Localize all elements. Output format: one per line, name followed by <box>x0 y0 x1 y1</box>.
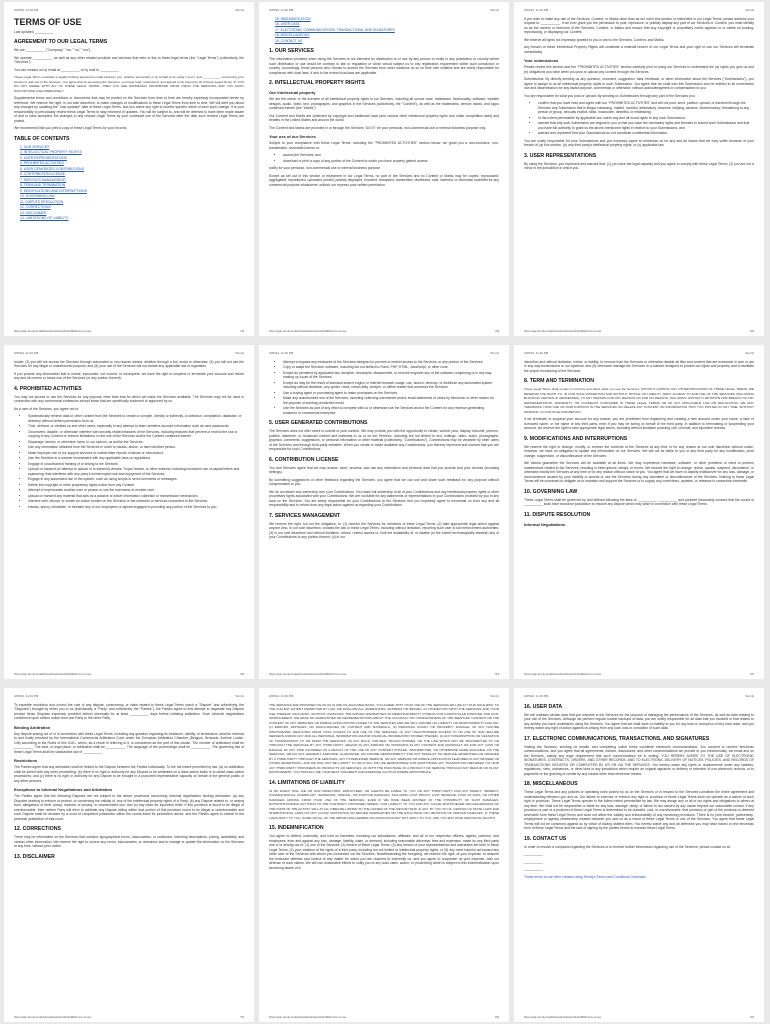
paragraph: We are __________ ("Company," "we," "us," "our"). <box>14 48 92 52</box>
section-heading: 17. ELECTRONIC COMMUNICATIONS, TRANSACTIONS, AND SIGNATURES <box>524 735 710 742</box>
toc-link[interactable]: 15. INDEMNIFICATION <box>275 16 311 21</box>
toc-link[interactable]: 2. INTELLECTUAL PROPERTY RIGHTS <box>20 150 82 154</box>
page-2 <box>259 2 509 336</box>
section-heading: 5. USER GENERATED CONTRIBUTIONS <box>269 420 368 426</box>
paragraph: If you provide any information that is untrue, inaccurate, not current, or incomplete, we have the right to suspend or terminate your account and refuse any and all current or future use of the Services (or any portion thereof). <box>14 371 244 380</box>
list-item: • Harass, annoy, intimidate, or threaten any of our employees or agents engaged in providing any portion of the Services to you. <box>28 505 244 510</box>
toc-link[interactable]: 14. LIMITATIONS OF LIABILITY <box>20 216 69 220</box>
print-title: Termly <box>490 8 499 12</box>
page-header <box>14 8 244 13</box>
page-footer <box>14 329 244 334</box>
section-heading: 16. USER DATA <box>524 703 563 710</box>
paragraph: We are the owner or the licensee of all intellectual property rights in our Services, including all source code, databases, functionality, software, website designs, audio, video, text, photographs, and graphics in the Services (collectively, the "Content"), as well as the trademarks, service marks, and logos contained therein (the "Marks"). <box>269 97 499 110</box>
paragraph: We reserve all rights not expressly granted to you in and to the Services, Content, and Marks. <box>524 37 665 42</box>
list-item: • Trick, defraud, or mislead us and other users, especially in any attempt to learn sensitive account information such as user passwords. <box>28 424 244 429</box>
print-datetime: 3/25/24, 11:43 PM <box>269 8 294 12</box>
section-heading: 11. DISPUTE RESOLUTION <box>524 511 591 518</box>
page-number: 2/9 <box>495 328 499 333</box>
list-item: • Upload or transmit any material that acts as a passive or active information collection or transmission mechanism. <box>28 494 244 499</box>
last-updated: Last updated __________ <box>14 29 54 34</box>
print-url: https://app.termly.io/dashboard/website/c0d1af99/terms-of-use <box>269 671 347 676</box>
list-item: • Copy or adapt the Services' software, including but not limited to Flash, PHP, HTML, JavaScript, or other code. <box>283 365 499 370</box>
paragraph: IN NO EVENT WILL WE OR OUR DIRECTORS, EMPLOYEES, OR AGENTS BE LIABLE TO YOU OR ANY THIRD PARTY FOR ANY DIRECT, INDIRECT, CONSEQUENTIAL, EXEMPLARY, INCIDENTAL, SPECIAL, OR PUNITIVE DAMAGES, INCLUDING LOST PROFIT, LOST REVENUE, LOSS OF DATA, OR OTHER DAMAGES ARISING FROM YOUR USE OF THE SERVICES, EVEN IF WE HAVE BEEN ADVISED OF THE POSSIBILITY OF SUCH DAMAGES. NOTWITHSTANDING ANYTHING TO THE CONTRARY CONTAINED HEREIN, OUR LIABILITY TO YOU FOR ANY CAUSE WHATSOEVER AND REGARDLESS OF THE FORM OF THE ACTION, WILL AT ALL TIMES BE LIMITED TO THE LESSER OF THE AMOUNT PAID, IF ANY, BY YOU TO US. CERTAIN US STATE LAWS AND INTERNATIONAL LAWS DO NOT ALLOW LIMITATIONS ON IMPLIED WARRANTIES OR THE EXCLUSION OR LIMITATION OF CERTAIN DAMAGES. IF THESE LAWS APPLY TO YOU, SOME OR ALL OF THE ABOVE DISCLAIMERS OR LIMITATIONS MAY NOT APPLY TO YOU, AND YOU MAY HAVE ADDITIONAL RIGHTS. <box>269 788 499 820</box>
paragraph: The Services does not offer users to submit or post content. We may provide you with the opportunity to create, submit, post, display, transmit, perform, publish, distribute, or broadcast content and materials to us or on the Services, including but not limited to text, writings, video, audio, photographs, graphics, comments, suggestions, or personal information or other material (collectively, "Contributions"). Contributions may be viewable by other users of the Services and through third-party websites. When you create or make available any Contributions, you thereby represent and warrant that you are responsible for such Contributions. <box>269 429 499 451</box>
section-heading: AGREEMENT TO OUR LEGAL TERMS <box>14 39 108 45</box>
paragraph: THE SERVICES ARE PROVIDED ON AN AS-IS AND AS-AVAILABLE BASIS. YOU AGREE THAT YOUR USE OF THE SERVICES WILL BE AT YOUR SOLE RISK. TO THE FULLEST EXTENT PERMITTED BY LAW, WE DISCLAIM ALL WARRANTIES, EXPRESS OR IMPLIED, IN CONNECTION WITH THE SERVICES AND YOUR USE THEREOF, INCLUDING, WITHOUT LIMITATION, THE IMPLIED WARRANTIES OF MERCHANTABILITY, FITNESS FOR A PARTICULAR PURPOSE, AND NON-INFRINGEMENT. WE MAKE NO WARRANTIES OR REPRESENTATIONS ABOUT THE ACCURACY OR COMPLETENESS OF THE SERVICES' CONTENT OR THE CONTENT OF ANY WEBSITES OR MOBILE APPLICATIONS LINKED TO THE SERVICES AND WE WILL ASSUME NO LIABILITY OR RESPONSIBILITY FOR ANY (1) ERRORS, MISTAKES, OR INACCURACIES OF CONTENT AND MATERIALS, (2) PERSONAL INJURY OR PROPERTY DAMAGE, OF ANY NATURE WHATSOEVER, RESULTING FROM YOUR ACCESS TO AND USE OF THE SERVICES, (3) ANY UNAUTHORIZED ACCESS TO OR USE OF OUR SECURE SERVERS AND/OR ANY AND ALL PERSONAL INFORMATION AND/OR FINANCIAL INFORMATION STORED THEREIN, (4) ANY INTERRUPTION OR CESSATION OF TRANSMISSION TO OR FROM THE SERVICES, (5) ANY BUGS, VIRUSES, TROJAN HORSES, OR THE LIKE WHICH MAY BE TRANSMITTED TO OR THROUGH THE SERVICES BY ANY THIRD PARTY, AND/OR (6) ANY ERRORS OR OMISSIONS IN ANY CONTENT AND MATERIALS OR FOR ANY LOSS OR DAMAGE OF ANY KIND INCURRED AS A RESULT OF THE USE OF ANY CONTENT POSTED, TRANSMITTED, OR OTHERWISE MADE AVAILABLE VIA THE SERVICES. WE DO NOT WARRANT, ENDORSE, GUARANTEE, OR ASSUME RESPONSIBILITY FOR ANY PRODUCT OR SERVICE ADVERTISED OR OFFERED BY A THIRD PARTY THROUGH THE SERVICES, ANY HYPERLINKED WEBSITE, OR ANY WEBSITE OR MOBILE APPLICATION FEATURED IN ANY BANNER OR OTHER ADVERTISING, AND WE WILL NOT BE A PARTY TO OR IN ANY WAY BE RESPONSIBLE FOR MONITORING ANY TRANSACTION BETWEEN YOU AND ANY THIRD-PARTY PROVIDERS OF PRODUCTS OR SERVICES. AS WITH THE PURCHASE OF A PRODUCT OR SERVICE THROUGH ANY MEDIUM OR IN ANY ENVIRONMENT, YOU SHOULD USE YOUR BEST JUDGMENT AND EXERCISE CAUTION WHERE APPROPRIATE. <box>269 702 499 774</box>
section-heading: 18. MISCELLANEOUS <box>524 781 578 787</box>
toc-link[interactable]: 7. SERVICES MANAGEMENT <box>20 177 67 182</box>
paragraph: We reserve the right to change, modify, or remove the contents of the Services at any time or for any reason at our sole discretion without notice. However, we have no obligation to update any information on our Services. We will not be liable to you or any third party for any modification, price change, suspension, or discontinuance of the Services. <box>524 444 754 458</box>
list-item: • Except as permitted by applicable law, decipher, decompile, disassemble, or reverse engineer any of the software comprising or in any way making up a part of the Services. <box>283 371 499 380</box>
paragraph: We cannot guarantee the Services will be available at all times. We may experience hardware, software, or other problems or need to perform maintenance related to the Services, resulting in interruptions, delays, or errors. We reserve the right to change, revise, update, suspend, discontinue, or otherwise modify the Services at any time or for any reason without notice to you. You agree that we have no liability whatsoever for any loss, damage, or inconvenience caused by your inability to access or use the Services during any downtime or discontinuance of the Services. Nothing in these Legal Terms will be construed to obligate us to maintain and support the Services or to supply any corrections, updates, or releases in connection therewith. <box>524 461 754 483</box>
paragraph: These Legal Terms shall remain in full force and effect while you use the Services. WITHOUT LIMITING ANY OTHER PROVISION OF THESE LEGAL TERMS, WE RESERVE THE RIGHT TO, IN OUR SOLE DISCRETION AND WITHOUT NOTICE OR LIABILITY, DENY ACCESS TO AND USE OF THE SERVICES (INCLUDING BLOCKING CERTAIN IP ADDRESSES), TO ANY PERSON FOR ANY REASON OR FOR NO REASON, INCLUDING WITHOUT LIMITATION FOR BREACH OF ANY REPRESENTATION, WARRANTY, OR COVENANT CONTAINED IN THESE LEGAL TERMS OR OF ANY APPLICABLE LAW OR REGULATION. WE MAY TERMINATE YOUR USE OR PARTICIPATION IN THE SERVICES OR DELETE ANY CONTENT OR INFORMATION THAT YOU POSTED AT ANY TIME, WITHOUT WARNING, IN OUR SOLE DISCRETION. <box>524 387 754 414</box>
page-header <box>14 351 244 356</box>
list-item: • Except as may be the result of standard search engine or Internet browser usage, use, launch, develop, or distribute any automated system, including without limitation, any spider, robot, cheat utility, scraper, or offline reader that accesses the Services. <box>283 381 499 390</box>
section-heading: 2. INTELLECTUAL PROPERTY RIGHTS <box>269 80 365 86</box>
list-item: • Interfere with, disrupt, or create an undue burden on the Services or the networks or services connected to the Services. <box>28 499 244 504</box>
paragraph: solely for your personal, non-commercial use or internal business purpose. <box>269 166 381 170</box>
page-number: 7/9 <box>240 1014 244 1019</box>
page-8 <box>259 688 509 1022</box>
list-item: • Systematically retrieve data or other content from the Services to create or compile, directly or indirectly, a collection, compilation, database, or directory without written permission from us. <box>28 414 244 423</box>
page-header <box>524 8 754 13</box>
toc-link[interactable]: 16. USER DATA <box>275 22 300 26</box>
toc-link[interactable]: 13. DISCLAIMER <box>20 210 47 215</box>
toc-link[interactable]: 1. OUR SERVICES <box>20 144 50 149</box>
page-header <box>269 351 499 356</box>
section-heading: 12. CORRECTIONS <box>14 826 61 832</box>
subsection-heading: Our intellectual property <box>269 90 316 95</box>
paragraph: You may not access or use the Services for any purpose other than that for which we make the Services available. The Services may not be used in connection with any commercial endeavors except those that are specifically endorsed or approved by us. <box>14 394 244 403</box>
page-9 <box>514 688 764 1022</box>
paragraph: These Legal Terms and any policies or operating rules posted by us on the Services or in respect to the Services constitute the entire agreement and understanding between you and us. Our failure to exercise or enforce any right or provision of these Legal Terms shall not operate as a waiver of such right or provision. These Legal Terms operate to the fullest extent permissible by law. We may assign any or all of our rights and obligations to others at any time. We shall not be responsible or liable for any loss, damage, delay, or failure to act caused by any cause beyond our reasonable control. If any provision or part of a provision of these Legal Terms is determined to be unlawful, void, or unenforceable, that provision or part of the provision is deemed severable from these Legal Terms and does not affect the validity and enforceability of any remaining provisions. There is no joint venture, partnership, employment or agency relationship created between you and us as a result of these Legal Terms or use of the Services. You agree that these Legal Terms will not be construed against us by virtue of having drafted them. You hereby waive any and all defenses you may have based on the electronic form of these Legal Terms and the lack of signing by the parties hereto to execute these Legal Terms. <box>524 790 754 830</box>
section-heading: 7. SERVICES MANAGEMENT <box>269 512 341 519</box>
print-datetime: 3/25/24, 11:43 PM <box>14 351 39 355</box>
print-datetime: 3/25/24, 11:43 PM <box>524 351 549 355</box>
list-item: • Use the Services in a manner inconsistent with any applicable laws or regulations. <box>28 456 244 461</box>
paragraph: Supplemental terms and conditions or documents that may be posted on the Services from time to time are hereby expressly incorporated herein by reference. We reserve the right, in our sole discretion, to make changes or modifications to these Legal Terms from time to time. We will alert you about any changes by updating the "Last updated" date of these Legal Terms, and you waive any right to receive specific notice of each such change. It is your responsibility to periodically review these Legal Terms to stay informed of updates. You will be subject to, and will be deemed to have been made aware of and to have accepted, the changes in any revised Legal Terms by your continued use of the Services after the date such revised Legal Terms are posted. <box>14 96 244 123</box>
print-title: Termly <box>745 351 754 355</box>
page-3 <box>514 2 764 336</box>
page-number: 5/9 <box>495 671 499 676</box>
paragraph: We reserve the right, but not the obligation, to: (1) monitor the Services for violations of these Legal Terms; (2) take appropriate legal action against anyone who, in our sole discretion, violates the law or these Legal Terms, including without limitation, reporting such user to law enforcement authorities; (3) in our sole discretion and without limitation, refuse, restrict access to, limit the availability of, or disable (to the extent technologically feasible) any of your Contributions or any portion thereof; (4) in our <box>269 521 499 539</box>
paragraph: Our Content and Marks are protected by copyright and trademark laws (and various other intellectual property rights and unfair competition laws) and treaties in the United States and around the world. <box>269 113 499 122</box>
page-footer <box>14 672 244 677</box>
page-4 <box>4 345 254 679</box>
print-url: https://app.termly.io/dashboard/website/c0d1af99/terms-of-use <box>524 671 602 676</box>
paragraph: You are solely responsible for your Submissions and you expressly agree to reimburse us for any and all losses that we may suffer because of your breach of (a) this section, (b) any third party's intellectual property rights, or (c) applicable law. <box>524 138 754 147</box>
toc-link[interactable]: 6. CONTRIBUTION LICENSE <box>20 172 66 176</box>
print-datetime: 3/25/24, 11:43 PM <box>269 351 294 355</box>
list-item: • download or print a copy of any portion of the Content to which you have properly gained access. <box>283 159 499 164</box>
paragraph: If you wish to make any use of the Services, Content, or Marks other than as set out in this section or elsewhere in our Legal Terms, please address your request to: __________. If we ever grant you the permission to post, reproduce, or publicly display any part of our Services or Content, you must identify us as the owners or licensors of the Services, Content, or Marks and ensure that any copyright or proprietary notice appears or is visible on posting, reproducing, or displaying our Content. <box>524 16 754 34</box>
section-heading: 6. CONTRIBUTION LICENSE <box>269 456 339 463</box>
section-heading: TABLE OF CONTENTS <box>14 135 70 142</box>
paragraph: We operate __________, as well as any other related products and services that refer or link to these legal terms (the "Legal Terms") (collectively, the "Services"). <box>14 55 244 64</box>
toc-link[interactable]: 4. PROHIBITED ACTIVITIES <box>20 161 64 165</box>
page-footer <box>524 329 754 334</box>
print-datetime: 3/25/24, 11:43 PM <box>524 694 549 698</box>
paragraph: Except as set out in this section or elsewhere in our Legal Terms, no part of the Services and no Content or Marks may be copied, reproduced, aggregated, republished, uploaded, posted, publicly displayed, encoded, translated, transmitted, distributed, sold, licensed, or otherwise exploited for any commercial purpose whatsoever, without our express prior written permission. <box>269 173 499 187</box>
subsection-heading: Binding Arbitration <box>14 724 51 730</box>
paragraph: By using the Services, you represent and warrant that: (1) you have the legal capacity and you agree to comply with these Legal Terms; (2) you are not a minor in the jurisdiction in which you <box>524 161 754 170</box>
page-footer <box>524 1015 754 1020</box>
paragraph: You can contact us by email at __________ or by mail to __________. <box>14 67 120 72</box>
list-item: • warrant and represent that your Submissions do not constitute confidential information. <box>538 131 754 136</box>
print-url: https://app.termly.io/dashboard/website/c0d1af99/terms-of-use <box>269 1014 347 1019</box>
toc-link[interactable]: 10. GOVERNING LAW <box>20 194 55 198</box>
page-footer <box>269 329 499 334</box>
print-title: Termly <box>490 694 499 698</box>
contact-line: __________ <box>524 859 543 864</box>
list-item: • warrant that any such Submission are original to you or that you have the necessary rights and licenses to submit such Submissions and that you have full authority to grant us the above-mentioned rights in relation to your Submissions; and <box>538 121 754 130</box>
list-item: • Make any unauthorized use of the Services, including collecting usernames and/or email addresses of users by electronic or other means for the purpose of sending unsolicited email. <box>283 396 499 405</box>
print-url: https://app.termly.io/dashboard/website/c0d1af99/terms-of-use <box>524 1014 602 1019</box>
page-footer <box>269 1015 499 1020</box>
page-6 <box>514 345 764 679</box>
print-url: https://app.termly.io/dashboard/website/c0d1af99/terms-of-use <box>524 328 602 333</box>
paragraph: These Legal Terms constitute a legally binding agreement made between you, whether personally or on behalf of an entity ("you"), and __________, concerning your access to and use of the Services. You agree that by accessing the Services, you have read, understood, and agreed to be bound by all of these Legal Terms. IF YOU DO NOT AGREE WITH ALL OF THESE LEGAL TERMS, THEN YOU ARE EXPRESSLY PROHIBITED FROM USING THE SERVICES AND YOU MUST DISCONTINUE USE IMMEDIATELY. <box>14 75 244 93</box>
paragraph: You agree to defend, indemnify, and hold us harmless, including our subsidiaries, affiliates, and all of our respective officers, agents, partners, and employees, from and against any loss, damage, liability, claim, or demand, including reasonable attorneys' fees and expenses, made by any third party due to or arising out of: (1) use of the Services; (2) breach of these Legal Terms; (3) any breach of your representations and warranties set forth in these Legal Terms; (4) your violation of the rights of a third party, including but not limited to intellectual property rights; or (5) any overt harmful act toward any other user of the Services with whom you connected via the Services. Notwithstanding the foregoing, we reserve the right, at your expense, to assume the exclusive defense and control of any matter for which you are required to indemnify us, and you agree to cooperate, at your expense, with our defense of such claims. We will use reasonable efforts to notify you of any such claim, action, or proceeding which is subject to this indemnification upon becoming aware of it. <box>269 834 499 870</box>
table-of-contents <box>14 145 244 221</box>
print-title: Termly <box>235 8 244 12</box>
section-heading: 15. INDEMNIFICATION <box>269 825 324 831</box>
paragraph: The information provided when using the Services is not intended for distribution to or use by any person or entity in any jurisdiction or country where such distribution or use would be contrary to law or regulation or which would subject us to any registration requirement within such jurisdiction or country. Accordingly, those persons who choose to access the Services from other locations do so on their own initiative and are solely responsible for compliance with local laws, if and to the extent local laws are applicable. <box>269 57 499 75</box>
document-title: TERMS OF USE <box>14 16 82 27</box>
list-item: • Attempt to impersonate another user or person or use the username of another user. <box>28 488 244 493</box>
paragraph: You are responsible for what you post or upload: By sending us Submissions through any part of the Services you: <box>524 93 696 98</box>
page-7 <box>4 688 254 1022</box>
print-url: https://app.termly.io/dashboard/website/c0d1af99/terms-of-use <box>14 328 92 333</box>
print-title: Termly <box>745 8 754 12</box>
bullet-list <box>269 360 499 416</box>
paragraph: We recommend that you print a copy of these Legal Terms for your records. <box>14 126 128 130</box>
page-5 <box>259 345 509 679</box>
table-of-contents <box>269 17 499 44</box>
print-datetime: 3/25/24, 11:43 PM <box>524 8 549 12</box>
toc-link[interactable]: 8. TERM AND TERMINATION <box>20 183 66 187</box>
print-title: Termly <box>490 351 499 355</box>
list-item: • Attempt to bypass any measures of the Services designed to prevent or restrict access to the Services, or any portion of the Services. <box>283 360 499 365</box>
paragraph: Submissions: By directly sending us any question, comment, suggestion, idea, feedback, or other information about the Services ("Submissions"), you agree to assign to us all intellectual property rights in such Submission. You agree that we shall own this Submission and be entitled to its unrestricted use and dissemination for any lawful purpose, commercial or otherwise, without acknowledgment or compensation to you. <box>524 77 754 90</box>
page-number: 4/9 <box>240 671 244 676</box>
section-heading: 14. LIMITATIONS OF LIABILITY <box>269 779 345 786</box>
page-number: 6/9 <box>750 671 754 676</box>
toc-link[interactable]: 18. MISCELLANEOUS <box>275 33 310 37</box>
subsection-heading: Restrictions <box>14 758 38 763</box>
paragraph: The Content and Marks are provided in or through the Services "AS IS" for your personal, non-commercial use or internal business purpose only. <box>269 125 487 130</box>
list-item: • confirm that you have read and agree with our "PROHIBITED ACTIVITIES" and will not post, send, publish, upload, or transmit through the Services any Submission that is illegal, harassing, hateful, harmful, defamatory, obscene, bullying, abusive, discriminatory, threatening to any person or group, sexually explicit, false, inaccurate, deceitful, or misleading; <box>538 101 754 115</box>
list-item: • Use the Services as part of any effort to compete with us or otherwise use the Services and/or the Content for any revenue-generating endeavor or commercial enterprise. <box>283 406 499 415</box>
toc-link[interactable]: 9. MODIFICATIONS AND INTERRUPTIONS <box>20 188 88 193</box>
print-datetime: 3/25/24, 11:43 PM <box>269 694 294 698</box>
list-item: • Engage in any automated use of the system, such as using scripts to send comments or messages. <box>28 477 244 482</box>
paragraph: Visiting the Services, sending us emails, and completing online forms constitute electronic communications. You consent to receive electronic communications, and you agree that all agreements, notices, disclosures, and other communications we provide to you electronically, via email and on the Services, satisfy any legal requirement that such communication be in writing. YOU HEREBY AGREE TO THE USE OF ELECTRONIC SIGNATURES, CONTRACTS, ORDERS, AND OTHER RECORDS, AND TO ELECTRONIC DELIVERY OF NOTICES, POLICIES, AND RECORDS OF TRANSACTIONS INITIATED OR COMPLETED BY US OR VIA THE SERVICES. You hereby waive any rights or requirements under any statutes, regulations, rules, ordinances, or other laws in any jurisdiction which require an original signature or delivery or retention of non-electronic records, or to payments or the granting of credits by any means other than electronic means. <box>524 744 754 776</box>
print-datetime: 3/25/24, 11:43 PM <box>14 8 39 12</box>
paragraph: The Parties agree that the following Disputes are not subject to the above provisions concerning informal negotiations binding arbitration: (a) any Disputes seeking to enforce or protect, or concerning the validity of, any of the intellectual property rights of a Party; (b) any Dispute related to, or arising from, allegations of theft, piracy, invasion of privacy, or unauthorized use; and (c) any claim for injunctive relief. If this provision is found to be illegal or unenforceable, then neither Party will elect to arbitrate any Dispute falling within that portion of this provision found to be illegal or unenforceable and such Dispute shall be decided by a court of competent jurisdiction within the courts listed for jurisdiction above, and the Parties agree to submit to the personal jurisdiction of that court. <box>14 794 244 821</box>
toc-link[interactable]: 19. CONTACT US <box>275 38 303 43</box>
page-header <box>14 694 244 699</box>
page-1 <box>4 2 254 336</box>
paragraph: To expedite resolution and control the cost of any dispute, controversy, or claim related to these Legal Terms (each a "Dispute" and collectively, the "Disputes") brought by either you or us (individually, a "Party" and collectively, the "Parties"), the Parties agree to first attempt to negotiate any Dispute (except those Disputes expressly provided below) informally for at least __________ days before initiating arbitration. Such informal negotiations commence upon written notice from one Party to the other Party. <box>14 702 244 720</box>
page-number: 3/9 <box>750 328 754 333</box>
print-url: https://app.termly.io/dashboard/website/c0d1af99/terms-of-use <box>14 1014 92 1019</box>
paragraph: There may be information on the Services that contains typographical errors, inaccuracies, or omissions, including descriptions, pricing, availability, and various other information. We reserve the right to correct any errors, inaccuracies, or omissions and to change or update the information on the Services at any time, without prior notice. <box>14 835 244 848</box>
toc-link[interactable]: 11. DISPUTE RESOLUTION <box>20 199 64 204</box>
section-heading: 10. GOVERNING LAW <box>524 488 578 495</box>
toc-link[interactable]: 17. ELECTRONIC COMMUNICATIONS, TRANSACTIONS, AND SIGNATURES <box>275 27 395 32</box>
paragraph: By submitting suggestions or other feedback regarding the Services, you agree that we can use and share such feedback for any purpose without compensation to you. <box>269 477 499 486</box>
generator-credit-link[interactable]: These terms of use were created using Termly's Terms and Conditions Generator. <box>524 874 647 879</box>
section-heading: 1. OUR SERVICES <box>269 48 314 54</box>
paragraph: The Parties agree that any arbitration shall be limited to the Dispute between the Parties individually. To the full extent permitted by law, (a) no arbitration shall be joined with any other proceeding; (b) there is no right or authority for any Dispute to be arbitrated on a class-action basis or to utilize class action procedures; and (c) there is no right or authority for any Dispute to be brought in a purported representative capacity on behalf of the general public or any other persons. <box>14 765 244 783</box>
print-datetime: 3/25/24, 11:43 PM <box>14 694 39 698</box>
paragraph: If we terminate or suspend your account for any reason, you are prohibited from registering and creating a new account under your name, a fake or borrowed name, or the name of any third party, even if you may be acting on behalf of the third party. In addition to terminating or suspending your account, we reserve the right to take appropriate legal action, including without limitation pursuing civil, criminal, and injunctive redress. <box>524 417 754 430</box>
print-url: https://app.termly.io/dashboard/website/c0d1af99/terms-of-use <box>14 671 92 676</box>
toc-link[interactable]: 5. USER GENERATED CONTRIBUTIONS <box>20 166 84 171</box>
page-number: 9/9 <box>750 1014 754 1019</box>
section-heading: 4. PROHIBITED ACTIVITIES <box>14 385 82 392</box>
paragraph: reside; (3) you will not access the Services through automated or non-human means, whether through a bot, script or otherwise; (4) you will not use the Services for any illegal or unauthorized purpose; and (5) your use of the Services will not violate any applicable law or regulation. <box>14 359 244 368</box>
subsection-heading: Your use of our Services <box>269 134 316 139</box>
page-footer <box>14 1015 244 1020</box>
paragraph: We will maintain certain data that you transmit to the Services for the purpose of managing the performance of the Services, as well as data relating to your use of the Services. Although we perform regular routine backups of data, you are solely responsible for all data that you transmit or that relates to any activity you have undertaken using the Services. You agree that we shall have no liability to you for any loss or corruption of any such data, and you hereby waive any right of action against us arising from any such loss or corruption of such data. <box>524 712 754 730</box>
paragraph: Please review this section and the "PROHIBITED ACTIVITIES" section carefully prior to using our Services to understand the (a) rights you give us and (b) obligations you have when you post or upload any content through the Services. <box>524 65 754 74</box>
page-header <box>524 351 754 356</box>
paragraph: As a user of the Services, you agree not to: <box>14 406 80 411</box>
paragraph: In order to resolve a complaint regarding the Services or to receive further information regarding use of the Services, please contact us at: <box>524 844 731 849</box>
page-header <box>269 8 499 13</box>
paragraph: Any breach of these Intellectual Property Rights will constitute a material breach of our Legal Terms and your right to use our Services will terminate immediately. <box>524 45 754 54</box>
subsection-heading: Your submissions <box>524 58 559 63</box>
list-item: • Upload or transmit (or attempt to upload or to transmit) viruses, Trojan horses, or other material, including excessive use of capital letters and spamming, that interferes with any party's uninterrupted use and enjoyment of the Services. <box>28 467 244 476</box>
page-footer <box>269 672 499 677</box>
page-number: 1/9 <box>240 328 244 333</box>
paragraph: These Legal Terms shall be governed by and defined following the laws of __________. __________ and yourself irrevocably consent that the courts of __________ shall have exclusive jurisdiction to resolve any dispute which may arise in connection with these Legal Terms. <box>524 497 754 506</box>
section-heading: 13. DISCLAIMER <box>14 853 55 860</box>
section-heading: 8. TERM AND TERMINATION <box>524 378 595 384</box>
print-title: Termly <box>745 694 754 698</box>
bullet-list <box>14 414 244 509</box>
print-title: Termly <box>235 351 244 355</box>
paragraph: We do not assert any ownership over your Contributions. You retain full ownership of all of your Contributions and any intellectual property rights or other proprietary rights associated with your Contributions. We are not liable for any statements or representations in your Contributions provided by you in any area on the Services. You are solely responsible for your Contributions to the Services and you expressly agree to exonerate us from any and all responsibility and to refrain from any legal action against us regarding your Contributions. <box>269 489 499 507</box>
list-item: • Make improper use of our support services or submit false reports of abuse or misconduct. <box>28 451 244 456</box>
page-header <box>524 694 754 699</box>
page-footer <box>524 672 754 677</box>
subsection-heading: Exceptions to Informal Negotiations and Arbitration <box>14 787 113 792</box>
paragraph: You and Services agree that we may access, store, process, and use any information and personal data that you provide and your choices (including settings). <box>269 465 499 474</box>
bullet-list <box>524 101 754 136</box>
list-item: • Use a buying agent or purchasing agent to make purchases on the Services. <box>283 391 499 396</box>
section-heading: 9. MODIFICATIONS AND INTERRUPTIONS <box>524 435 628 442</box>
subsection-heading: Informal Negotiations <box>524 521 566 527</box>
list-item: • Use any information obtained from the Services in order to harass, abuse, or harm another person. <box>28 445 244 450</box>
paragraph: Subject to your compliance with these Legal Terms, including the "PROHIBITED ACTIVITIES" section below, we grant you a non-exclusive, non-transferable, revocable license to: <box>269 141 499 150</box>
list-item: • to the extent permissible by applicable law, waive any and all moral rights to any such Submission; <box>538 116 754 121</box>
section-heading: 19. CONTACT US <box>524 835 567 842</box>
section-heading: 3. USER REPRESENTATIONS <box>524 152 597 159</box>
list-item: • Disparage, tarnish, or otherwise harm, in our opinion, us and/or the Services. <box>28 440 244 445</box>
list-item: • Engage in unauthorized framing of or linking to the Services. <box>28 462 244 467</box>
contact-line: __________ <box>524 867 543 871</box>
print-title: Termly <box>235 694 244 698</box>
page-number: 8/9 <box>495 1014 499 1019</box>
bullet-list <box>269 153 499 163</box>
paragraph: Any dispute arising out of or in connection with these Legal Terms, including any question regarding its existence, validity, or termination, shall be referred to and finally resolved by the International Commercial Arbitration Court under the European Arbitration Chamber (Belgium, Brussels, Avenue Louise, 146) according to the Rules of this ICAC, which, as a result of referring to it, is considered as the part of this clause. The number of arbitrators shall be __________. The seat, or legal place, or arbitration shall be __________. The language of the proceedings shall be __________. The governing law of these Legal Terms shall be substantive law of __________. <box>14 731 244 754</box>
list-item: • Circumvent, disable, or otherwise interfere with security-related features of the Services, including features that prevent or restrict the use or copying of any Content or enforce limitations on the use of the Services and/or the Content contained therein. <box>28 430 244 439</box>
toc-link[interactable]: 3. USER REPRESENTATIONS <box>20 155 67 160</box>
toc-link[interactable]: 12. CORRECTIONS <box>20 205 51 209</box>
list-item: • access the Services; and <box>283 153 499 158</box>
paragraph: discretion and without limitation, notice, or liability, to remove from the Services or otherwise disable all files and content that are excessive in size or are in any way burdensome to our systems; and (5) otherwise manage the Services in a manner designed to protect our rights and property and to facilitate the proper functioning of the Services. <box>524 359 754 373</box>
print-url: https://app.termly.io/dashboard/website/c0d1af99/terms-of-use <box>269 328 347 333</box>
list-item: • Delete the copyright or other proprietary rights notice from any Content. <box>28 483 244 488</box>
page-header <box>269 694 499 699</box>
contact-line: __________ <box>524 852 543 856</box>
